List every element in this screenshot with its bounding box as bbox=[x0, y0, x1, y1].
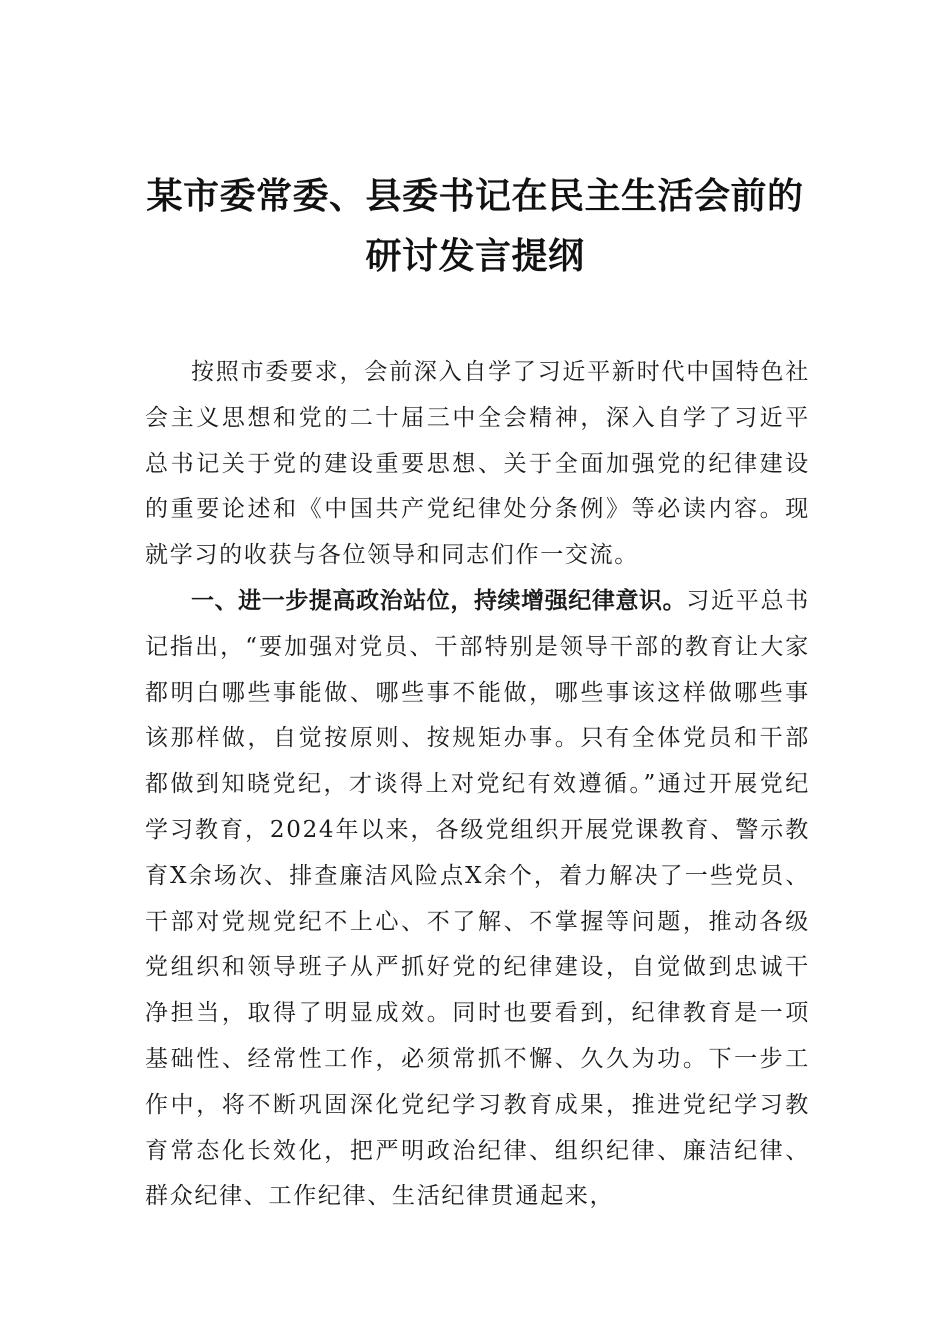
paragraph-text: 习近平总书记指出，“要加强对党员、干部特别是领导干部的教育让大家都明白哪些事能做、哪些事不能做，哪些事该这样做哪些事该那样做，自觉按原则、按规矩办事。只有全体党员和干部都做到知晓党纪，才谈得上对党纪有效遵循。”通过开展党纪学习教育，2024年以来，各级党组织开展党课教育、警示教育X余场次、排查廉洁风险点X余个，着力解决了一些党员、干部对党规党纪不上心、不了解、不掌握等问题，推动各级党组织和领导班子从严抓好党的纪律建设，自觉做到忠诚干净担当，取得了明显成效。同时也要看到，纪律教育是一项基础性、经常性工作，必须常抓不懈、久久为功。下一步工作中，将不断巩固深化党纪学习教育成果，推进党纪学习教育常态化长效化，把严明政治纪律、组织纪律、廉洁纪律、群众纪律、工作纪律、生活纪律贯通起来， bbox=[145, 587, 811, 1210]
paragraph-text: 按照市委要求，会前深入自学了习近平新时代中国特色社会主义思想和党的二十届三中全会精神，深入自学了习近平总书记关于党的建设重要思想、关于全面加强党的纪律建设的重要论述和《中国共产党纪律处分条例》等必读内容。现就学习的收获与各位领导和同志们作一交流。 bbox=[145, 359, 810, 569]
title-line-2: 研讨发言提纲 bbox=[365, 235, 585, 277]
paragraph-intro bbox=[145, 350, 810, 579]
document-title bbox=[120, 166, 830, 286]
document-body bbox=[145, 350, 810, 1220]
paragraph-section-1 bbox=[145, 579, 810, 1220]
section-heading: 一、进一步提高政治站位，持续增强纪律意识。 bbox=[191, 587, 687, 614]
title-line-1: 某市委常委、县委书记在民主生活会前的 bbox=[146, 175, 804, 217]
